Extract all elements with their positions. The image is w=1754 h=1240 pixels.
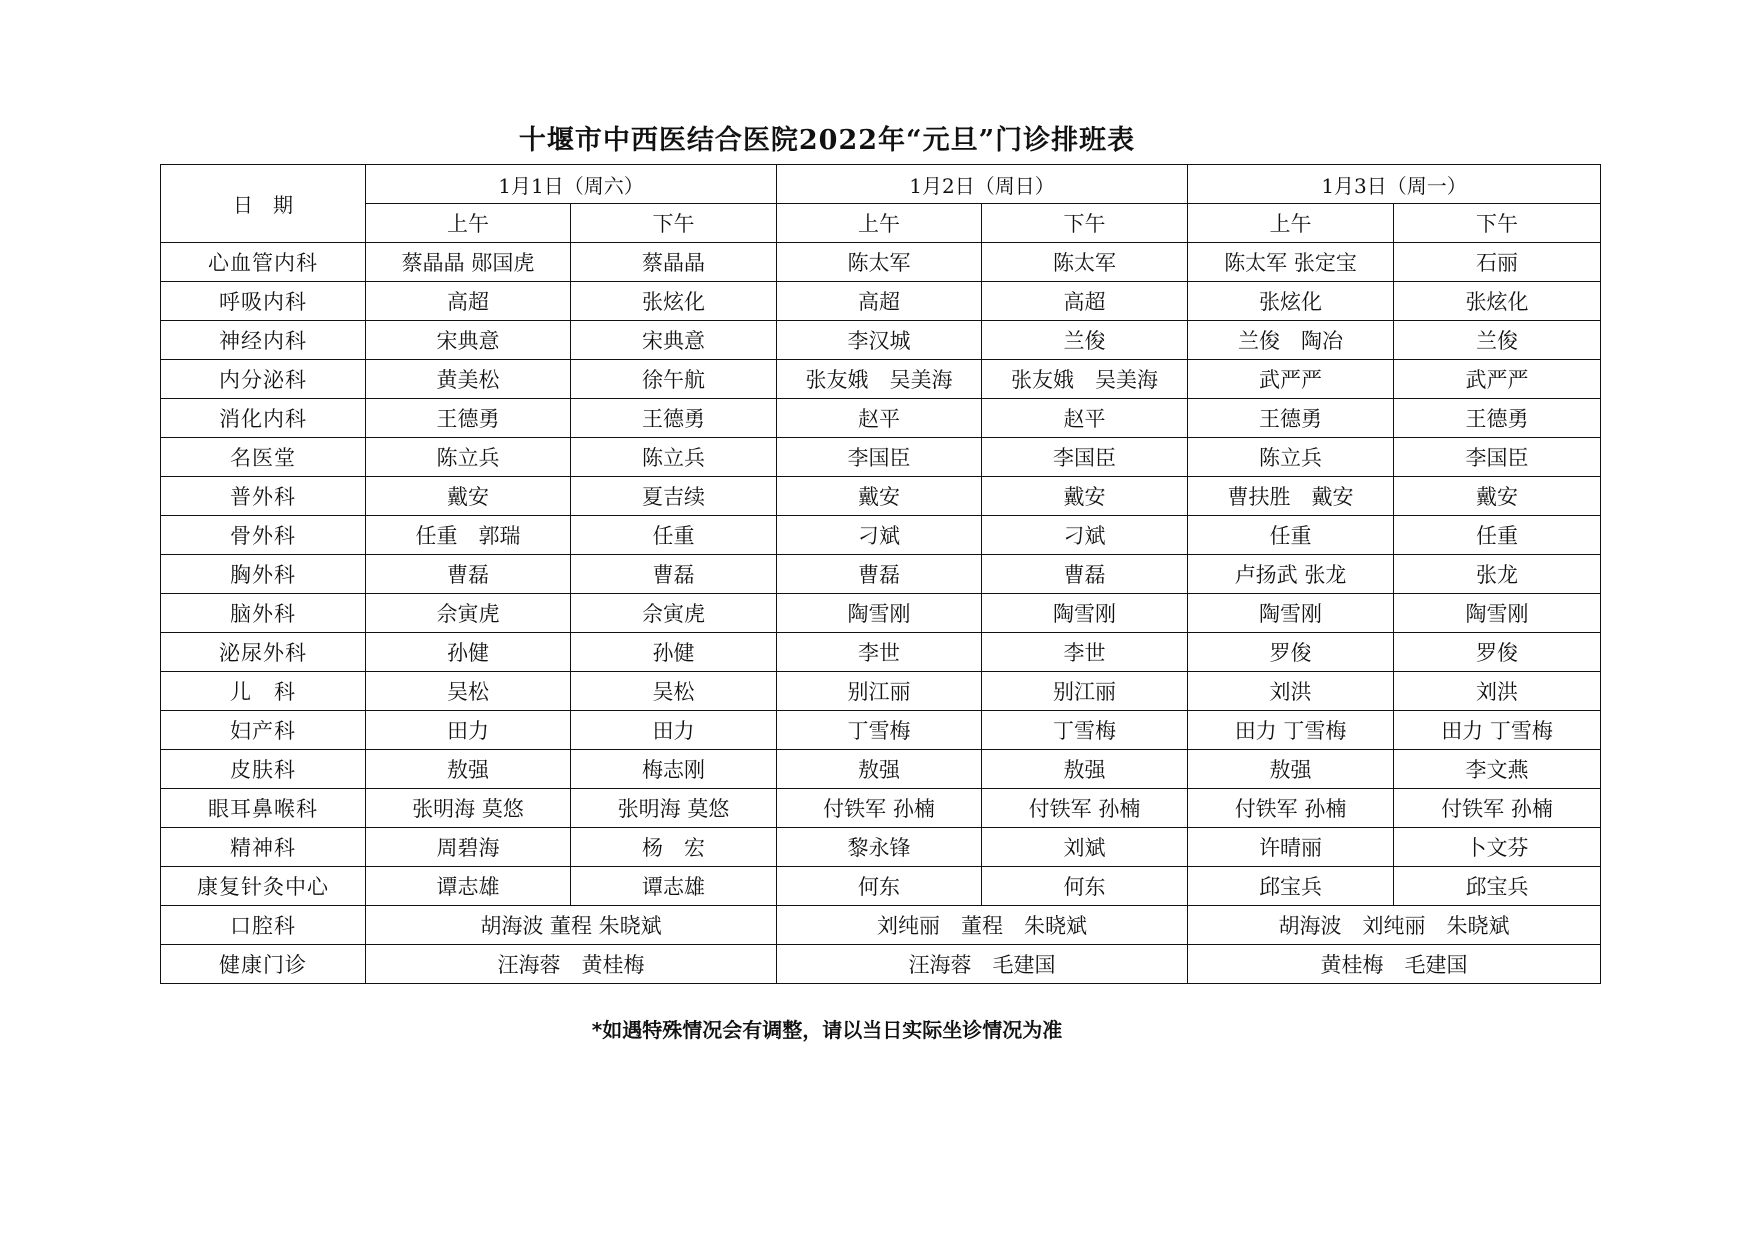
doctor-day-cell: 黄桂梅 毛建国: [1188, 945, 1601, 984]
doctor-cell: 陈太军: [777, 243, 982, 282]
doctor-cell: 李世: [982, 633, 1188, 672]
doctor-cell: 罗俊: [1394, 633, 1601, 672]
doctor-cell: 吴松: [571, 672, 777, 711]
doctor-cell: 丁雪梅: [777, 711, 982, 750]
doctor-cell: 刁斌: [777, 516, 982, 555]
period-header-cell: 下午: [1394, 204, 1601, 243]
table-row: [161, 750, 1601, 789]
doctor-cell: 别江丽: [777, 672, 982, 711]
department-cell: 神经内科: [161, 321, 366, 360]
doctor-cell: 戴安: [982, 477, 1188, 516]
doctor-day-cell: 汪海蓉 黄桂梅: [366, 945, 777, 984]
doctor-cell: 任重: [571, 516, 777, 555]
department-cell: 消化内科: [161, 399, 366, 438]
doctor-cell: 丁雪梅: [982, 711, 1188, 750]
doctor-cell: 戴安: [1394, 477, 1601, 516]
doctor-cell: 蔡晶晶 郧国虎: [366, 243, 571, 282]
period-header-cell: 上午: [777, 204, 982, 243]
department-cell: 名医堂: [161, 438, 366, 477]
table-row: [161, 672, 1601, 711]
table-row: [161, 711, 1601, 750]
doctor-cell: 黄美松: [366, 360, 571, 399]
doctor-cell: 李文燕: [1394, 750, 1601, 789]
doctor-cell: 孙健: [366, 633, 571, 672]
table-row: [161, 945, 1601, 984]
doctor-cell: 卜文芬: [1394, 828, 1601, 867]
day-header-cell: 1月1日（周六）: [366, 165, 777, 204]
doctor-cell: 戴安: [777, 477, 982, 516]
doctor-cell: 李国臣: [777, 438, 982, 477]
doctor-cell: 宋典意: [366, 321, 571, 360]
doctor-cell: 兰俊 陶冶: [1188, 321, 1394, 360]
doctor-cell: 敖强: [366, 750, 571, 789]
doctor-cell: 佘寅虎: [366, 594, 571, 633]
header-row-days: [161, 165, 1601, 204]
doctor-cell: 武严严: [1188, 360, 1394, 399]
doctor-cell: 刁斌: [982, 516, 1188, 555]
doctor-cell: 陶雪刚: [982, 594, 1188, 633]
doctor-cell: 佘寅虎: [571, 594, 777, 633]
doctor-cell: 别江丽: [982, 672, 1188, 711]
doctor-cell: 张明海 莫悠: [366, 789, 571, 828]
doctor-cell: 许晴丽: [1188, 828, 1394, 867]
doctor-cell: 赵平: [982, 399, 1188, 438]
doctor-cell: 曹磊: [571, 555, 777, 594]
doctor-cell: 曹磊: [982, 555, 1188, 594]
schedule-table: [160, 164, 1601, 984]
doctor-cell: 徐午航: [571, 360, 777, 399]
doctor-cell: 罗俊: [1188, 633, 1394, 672]
doctor-cell: 曹磊: [777, 555, 982, 594]
doctor-cell: 兰俊: [1394, 321, 1601, 360]
doctor-cell: 敖强: [777, 750, 982, 789]
doctor-cell: 谭志雄: [571, 867, 777, 906]
doctor-cell: 李国臣: [982, 438, 1188, 477]
doctor-cell: 卢扬武 张龙: [1188, 555, 1394, 594]
doctor-cell: 刘斌: [982, 828, 1188, 867]
doctor-cell: 孙健: [571, 633, 777, 672]
doctor-cell: 赵平: [777, 399, 982, 438]
doctor-cell: 吴松: [366, 672, 571, 711]
department-cell: 儿 科: [161, 672, 366, 711]
department-cell: 脑外科: [161, 594, 366, 633]
doctor-cell: 陶雪刚: [1394, 594, 1601, 633]
doctor-cell: 任重 郭瑞: [366, 516, 571, 555]
doctor-cell: 陈太军 张定宝: [1188, 243, 1394, 282]
doctor-cell: 田力 丁雪梅: [1188, 711, 1394, 750]
doctor-cell: 高超: [982, 282, 1188, 321]
doctor-cell: 梅志刚: [571, 750, 777, 789]
doctor-cell: 刘洪: [1394, 672, 1601, 711]
doctor-cell: 李世: [777, 633, 982, 672]
doctor-cell: 李国臣: [1394, 438, 1601, 477]
table-row: [161, 516, 1601, 555]
table-row: [161, 321, 1601, 360]
doctor-cell: 陈立兵: [1188, 438, 1394, 477]
doctor-cell: 田力 丁雪梅: [1394, 711, 1601, 750]
doctor-cell: 敖强: [1188, 750, 1394, 789]
doctor-cell: 付铁军 孙楠: [1188, 789, 1394, 828]
doctor-cell: 敖强: [982, 750, 1188, 789]
doctor-cell: 刘洪: [1188, 672, 1394, 711]
footnote: *如遇特殊情况会有调整，请以当日实际坐诊情况为准: [591, 1018, 1063, 1042]
department-cell: 普外科: [161, 477, 366, 516]
doctor-cell: 王德勇: [571, 399, 777, 438]
header-row-periods: [161, 204, 1601, 243]
doctor-cell: 陈立兵: [366, 438, 571, 477]
department-cell: 精神科: [161, 828, 366, 867]
table-row: [161, 243, 1601, 282]
doctor-day-cell: 胡海波 董程 朱晓斌: [366, 906, 777, 945]
doctor-cell: 陶雪刚: [777, 594, 982, 633]
doctor-cell: 张炫化: [571, 282, 777, 321]
doctor-cell: 张友娥 吴美海: [982, 360, 1188, 399]
doctor-cell: 何东: [777, 867, 982, 906]
doctor-cell: 兰俊: [982, 321, 1188, 360]
doctor-cell: 任重: [1188, 516, 1394, 555]
doctor-cell: 张明海 莫悠: [571, 789, 777, 828]
period-header-cell: 上午: [1188, 204, 1394, 243]
doctor-cell: 武严严: [1394, 360, 1601, 399]
doctor-cell: 高超: [777, 282, 982, 321]
table-row: [161, 828, 1601, 867]
doctor-cell: 谭志雄: [366, 867, 571, 906]
department-cell: 泌尿外科: [161, 633, 366, 672]
doctor-cell: 张炫化: [1394, 282, 1601, 321]
department-cell: 眼耳鼻喉科: [161, 789, 366, 828]
table-row: [161, 438, 1601, 477]
doctor-cell: 李汉城: [777, 321, 982, 360]
table-row: [161, 477, 1601, 516]
department-cell: 口腔科: [161, 906, 366, 945]
table-row: [161, 906, 1601, 945]
doctor-cell: 周碧海: [366, 828, 571, 867]
doctor-cell: 田力: [571, 711, 777, 750]
table-row: [161, 399, 1601, 438]
doctor-day-cell: 刘纯丽 董程 朱晓斌: [777, 906, 1188, 945]
doctor-cell: 任重: [1394, 516, 1601, 555]
department-cell: 妇产科: [161, 711, 366, 750]
department-cell: 皮肤科: [161, 750, 366, 789]
page-title: 十堰市中西医结合医院2022年“元旦”门诊排班表: [518, 125, 1136, 156]
period-header-cell: 下午: [982, 204, 1188, 243]
department-cell: 呼吸内科: [161, 282, 366, 321]
doctor-cell: 付铁军 孙楠: [777, 789, 982, 828]
table-row: [161, 867, 1601, 906]
department-cell: 胸外科: [161, 555, 366, 594]
doctor-cell: 宋典意: [571, 321, 777, 360]
table-row: [161, 594, 1601, 633]
doctor-cell: 邱宝兵: [1394, 867, 1601, 906]
department-cell: 康复针灸中心: [161, 867, 366, 906]
table-row: [161, 789, 1601, 828]
period-header-cell: 上午: [366, 204, 571, 243]
doctor-cell: 陈立兵: [571, 438, 777, 477]
doctor-cell: 蔡晶晶: [571, 243, 777, 282]
doctor-cell: 高超: [366, 282, 571, 321]
doctor-cell: 王德勇: [366, 399, 571, 438]
doctor-day-cell: 胡海波 刘纯丽 朱晓斌: [1188, 906, 1601, 945]
doctor-cell: 王德勇: [1188, 399, 1394, 438]
doctor-cell: 邱宝兵: [1188, 867, 1394, 906]
doctor-cell: 张友娥 吴美海: [777, 360, 982, 399]
day-header-cell: 1月3日（周一）: [1188, 165, 1601, 204]
period-header-cell: 下午: [571, 204, 777, 243]
doctor-cell: 王德勇: [1394, 399, 1601, 438]
doctor-cell: 曹磊: [366, 555, 571, 594]
doctor-cell: 张龙: [1394, 555, 1601, 594]
day-header-cell: 1月2日（周日）: [777, 165, 1188, 204]
doctor-cell: 戴安: [366, 477, 571, 516]
department-cell: 内分泌科: [161, 360, 366, 399]
doctor-cell: 杨 宏: [571, 828, 777, 867]
doctor-cell: 田力: [366, 711, 571, 750]
table-row: [161, 360, 1601, 399]
doctor-cell: 付铁军 孙楠: [1394, 789, 1601, 828]
department-cell: 骨外科: [161, 516, 366, 555]
doctor-cell: 何东: [982, 867, 1188, 906]
doctor-cell: 陶雪刚: [1188, 594, 1394, 633]
department-cell: 健康门诊: [161, 945, 366, 984]
table-row: [161, 555, 1601, 594]
doctor-cell: 夏吉续: [571, 477, 777, 516]
table-row: [161, 633, 1601, 672]
department-cell: 心血管内科: [161, 243, 366, 282]
date-header-cell: 日 期: [161, 165, 366, 243]
doctor-cell: 陈太军: [982, 243, 1188, 282]
doctor-cell: 曹扶胜 戴安: [1188, 477, 1394, 516]
doctor-cell: 黎永锋: [777, 828, 982, 867]
table-row: [161, 282, 1601, 321]
doctor-day-cell: 汪海蓉 毛建国: [777, 945, 1188, 984]
doctor-cell: 石丽: [1394, 243, 1601, 282]
doctor-cell: 付铁军 孙楠: [982, 789, 1188, 828]
doctor-cell: 张炫化: [1188, 282, 1394, 321]
